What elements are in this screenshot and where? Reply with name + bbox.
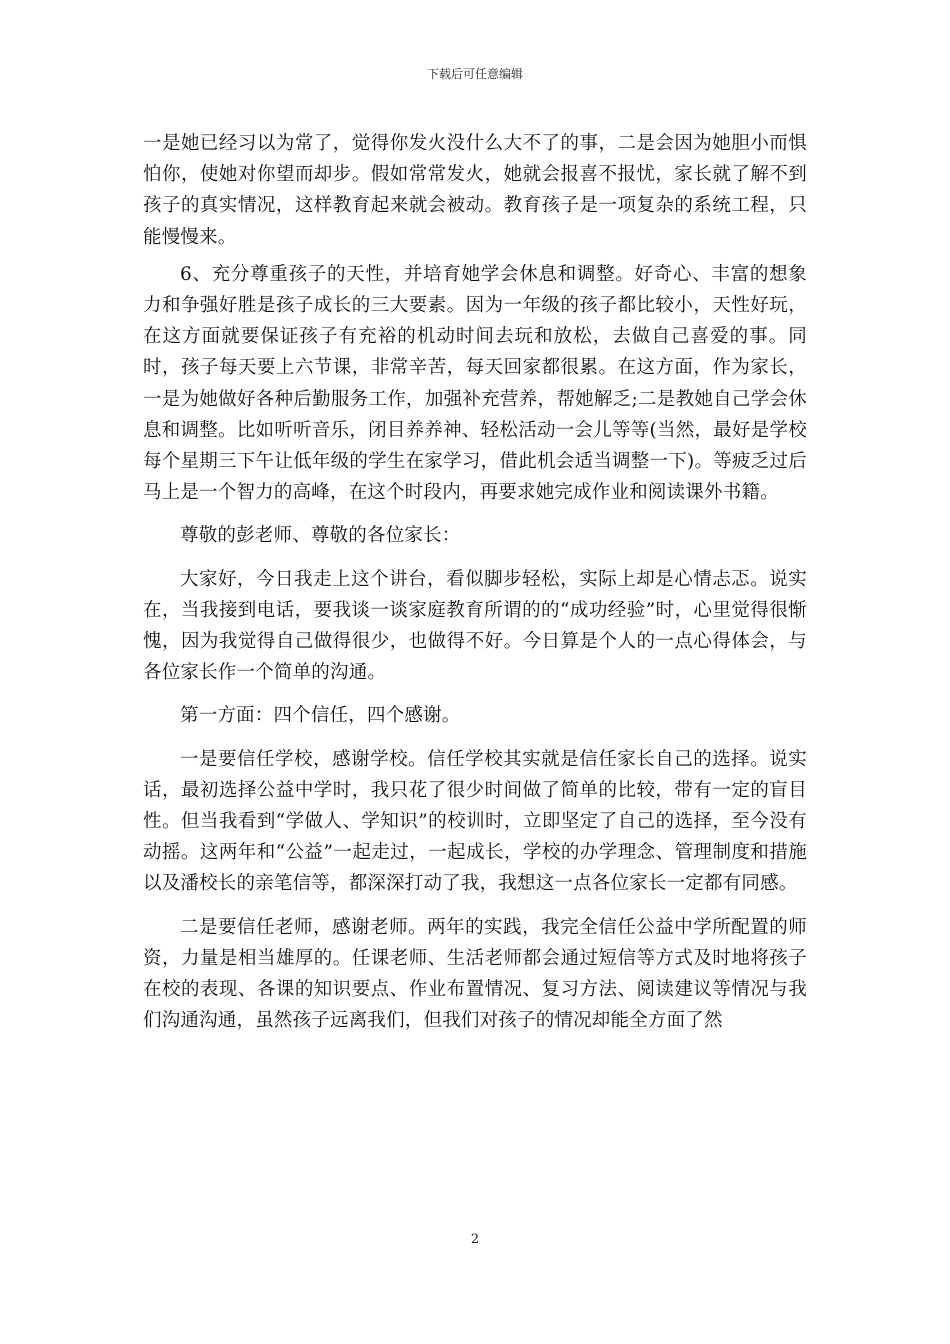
page-header: 下载后可任意编辑 — [426, 67, 523, 81]
paragraph-salutation: 尊敬的彭老师、尊敬的各位家长： — [180, 525, 461, 547]
paragraph-trust-school: 一是要信任学校，感谢学校。信任学校其实就是信任家长自己的选择。说实话，最初选择公益中学时，我只花了很少时间做了简单的比较，带有一定的盲目性。但当我看到“学做人、学知识”的校训时，立即坚定了自己的选择，至今没有动摇。这两年和“公益”一起走过，一起成长，学校的办学理念、管理制度和措施以及潘校长的亲笔信等，都深深打动了我，我想这一点各位家长一定都有同感。 — [143, 748, 807, 895]
paragraph-point-6: 6、充分尊重孩子的天性，并培育她学会休息和调整。好奇心、丰富的想象力和争强好胜是孩子成长的三大要素。因为一年级的孩子都比较小，天性好玩，在这方面就要保证孩子有充裕的机动时间去玩和放松，去做自己喜爱的事。同时，孩子每天要上六节课，非常辛苦，每天回家都很累。在这方面，作为家长，一是为她做好各种后勤服务工作，加强补充营养，帮她解乏;二是教她自己学会休息和调整。比如听听音乐，闭目养养神、轻松活动一会儿等等(当然，最好是学校每个星期三下午让低年级的学生在家学习，借此机会适当调整一下)。等疲乏过后马上是一个智力的高峰，在这个时段内，再要求她完成作业和阅读课外书籍。 — [143, 263, 807, 504]
paragraph-section-heading: 第一方面：四个信任，四个感谢。 — [180, 705, 461, 727]
paragraph-greeting: 大家好，今日我走上这个讲台，看似脚步轻松，实际上却是心情忐忑。说实在，当我接到电话，要我谈一谈家庭教育所谓的的“成功经验”时，心里觉得很惭愧，因为我觉得自己做得很少，也做得不好。今日算是个人的一点心得体会，与各位家长作一个简单的沟通。 — [143, 568, 807, 684]
paragraph-trust-teachers: 二是要信任老师，感谢老师。两年的实践，我完全信任公益中学所配置的师资，力量是相当雄厚的。任课老师、生活老师都会通过短信等方式及时地将孩子在校的表现、各课的知识要点、作业布置情况、复习方法、阅读建议等情况与我们沟通沟通，虽然孩子远离我们，但我们对孩子的情况却能全方面了然 — [143, 916, 807, 1032]
paragraph-continuation: 一是她已经习以为常了，觉得你发火没什么大不了的事，二是会因为她胆小而惧怕你，使她对你望而却步。假如常常发火，她就会报喜不报忧，家长就了解不到孩子的真实情况，这样教育起来就会被动。教育孩子是一项复杂的系统工程，只能慢慢来。 — [143, 133, 807, 248]
document-body — [143, 128, 807, 1036]
page-number: 2 — [470, 1232, 480, 1247]
